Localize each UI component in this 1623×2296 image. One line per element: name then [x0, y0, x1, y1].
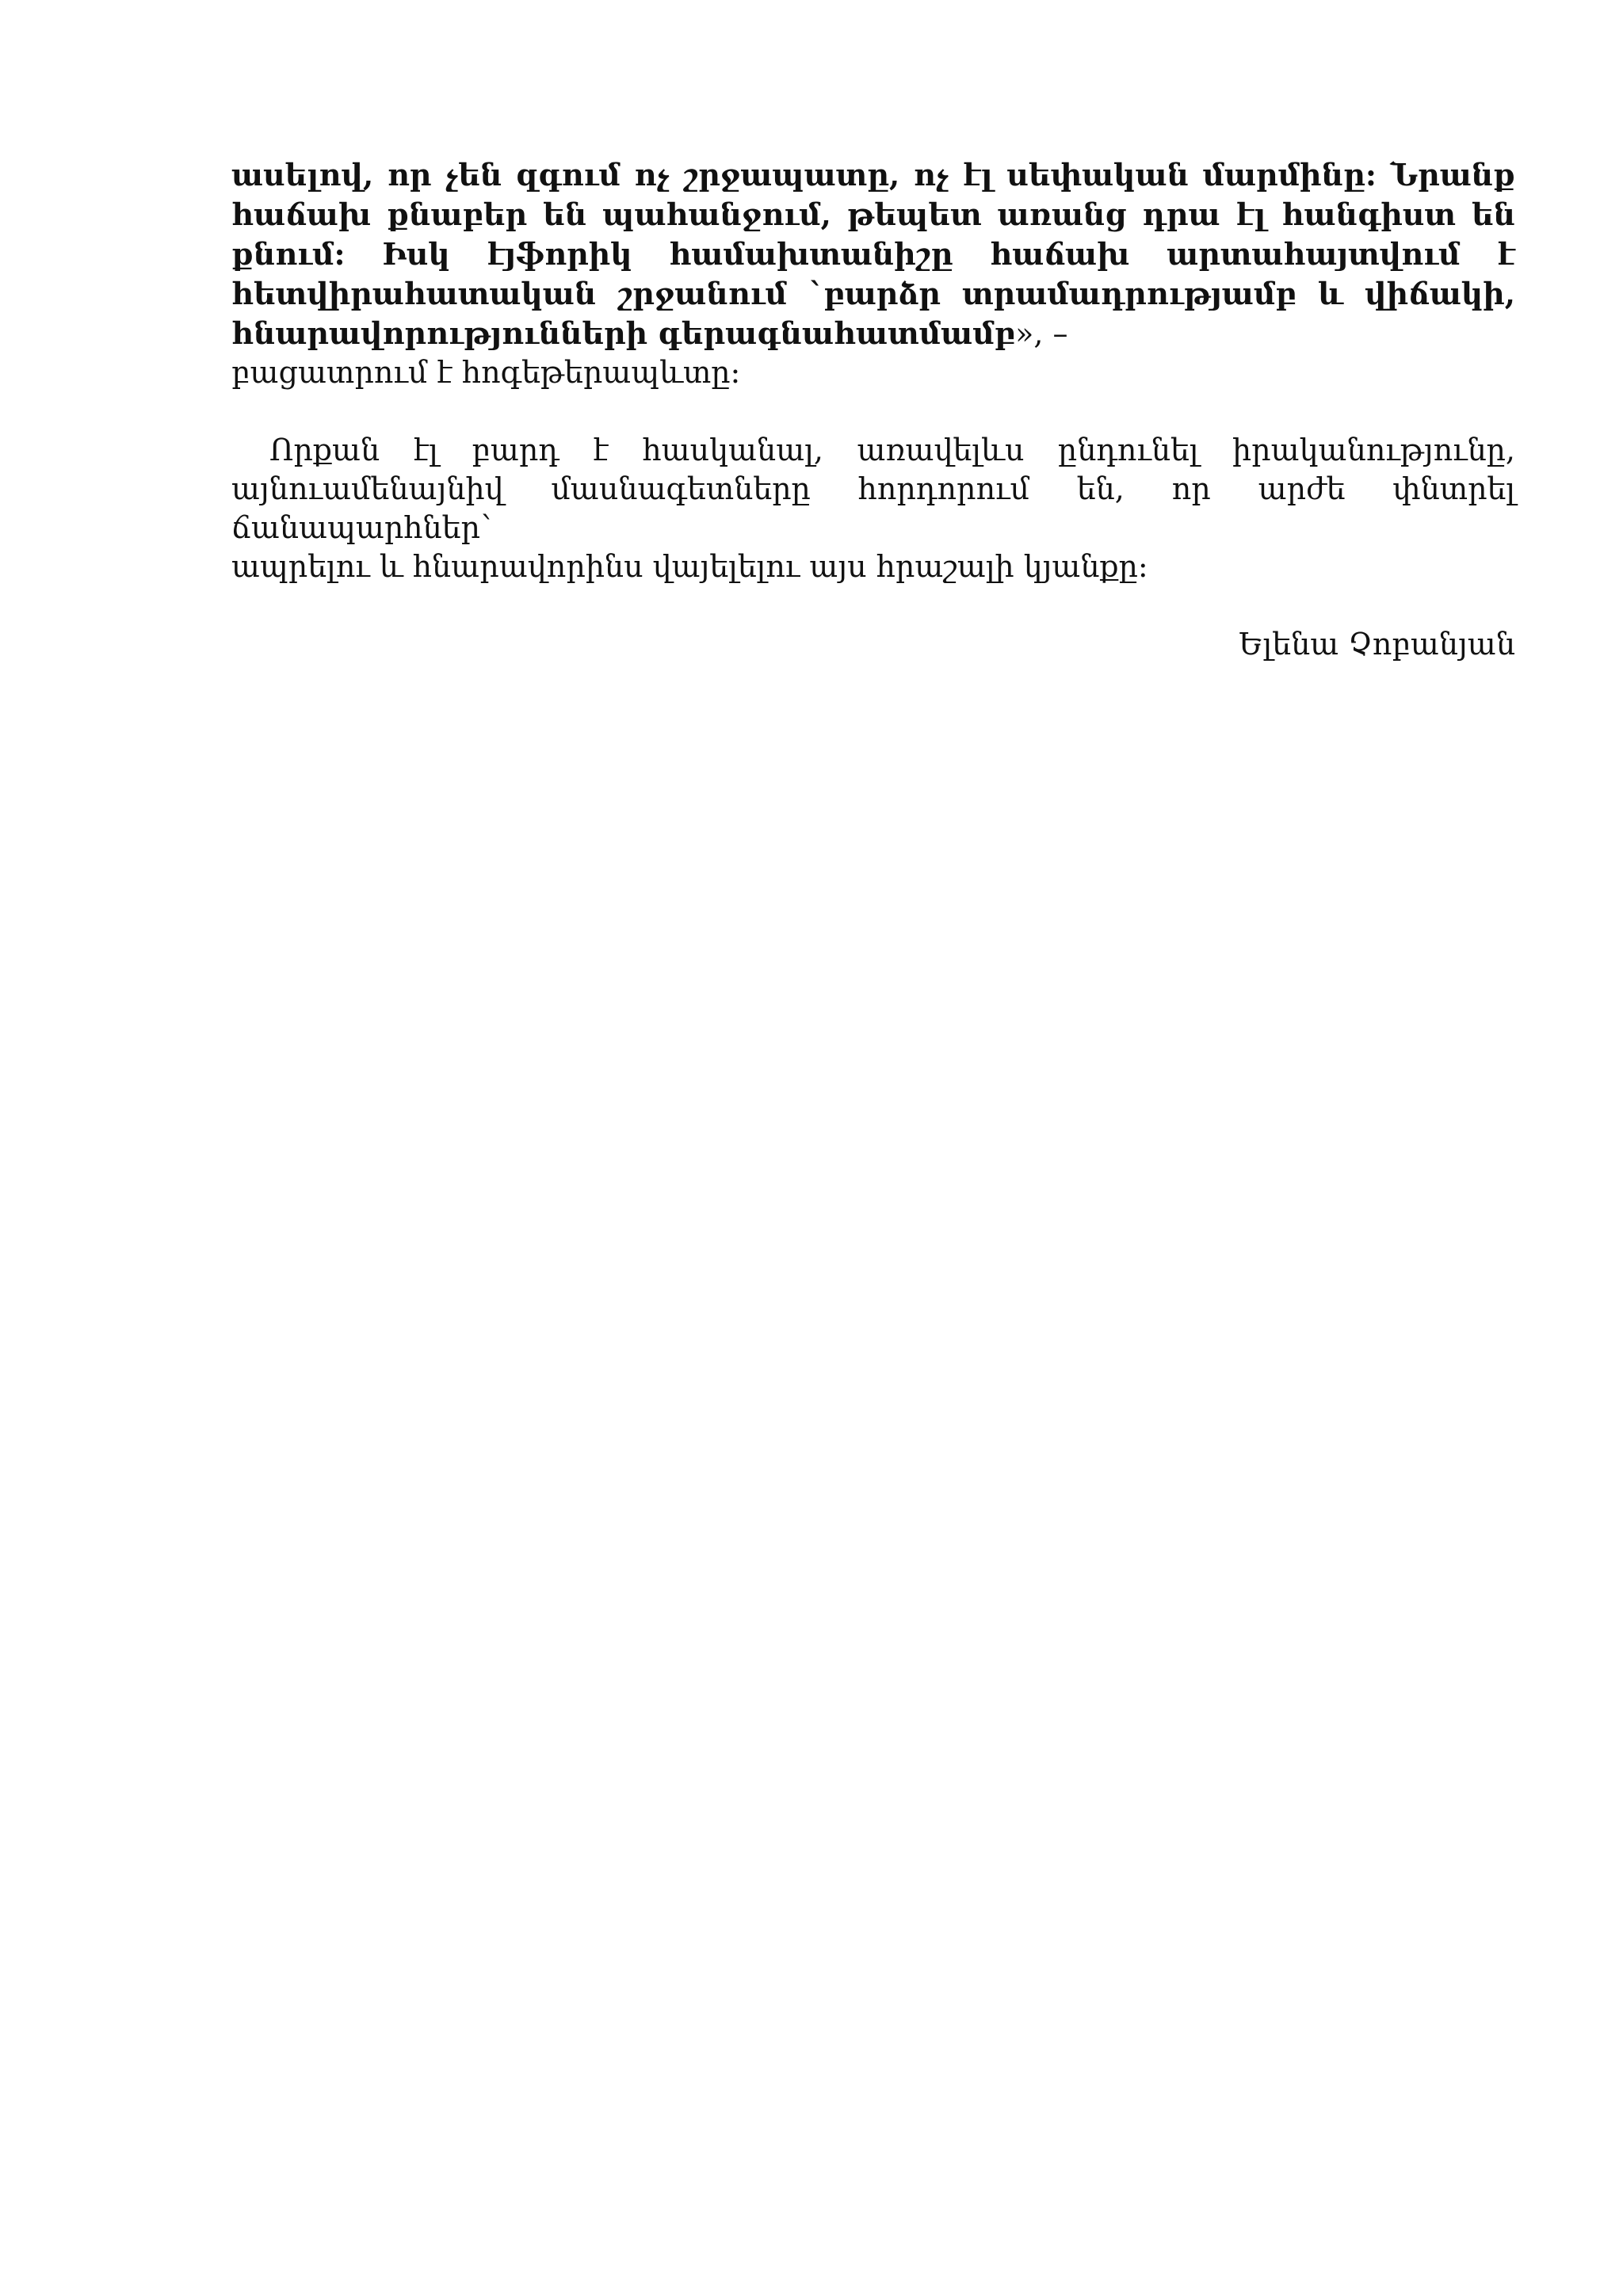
quote-bold-text: ասելով, որ չեն զգում ոչ շրջապատը, ոչ էլ սեփական մարմինը: Նրանք հաճախ քնաբեր են պահանջում, թեպետ առանց դրա էլ հանգիստ են քնում: Իսկ էյֆորիկ համախտանիշը հաճախ արտահայտվում է հետվիրահատական շրջանում `բարձր տրամադրությամբ և վիճակի, հնարավորությունների գերագնահատմամբ — [231, 157, 1515, 351]
author-signature: Ելենա Չոբանյան — [1239, 627, 1515, 662]
quote-attribution-line: բացատրում է հոգեթերապևտը: — [231, 355, 741, 390]
document-page — [231, 155, 1515, 664]
paragraph-quote — [231, 155, 1515, 392]
paragraph-conclusion — [231, 431, 1515, 586]
conclusion-last-line: ապրելու և հնարավորինս վայելելու այս հրաշալի կյանքը: — [231, 549, 1148, 584]
quote-tail-text: », – — [1015, 316, 1068, 351]
conclusion-text: Որքան էլ բարդ է հասկանալ, առավելևս ընդունել իրականությունը, այնուամենայնիվ մասնագետները հորդորում են, որ արժե փնտրել ճանապարհներ՝ — [231, 433, 1515, 545]
